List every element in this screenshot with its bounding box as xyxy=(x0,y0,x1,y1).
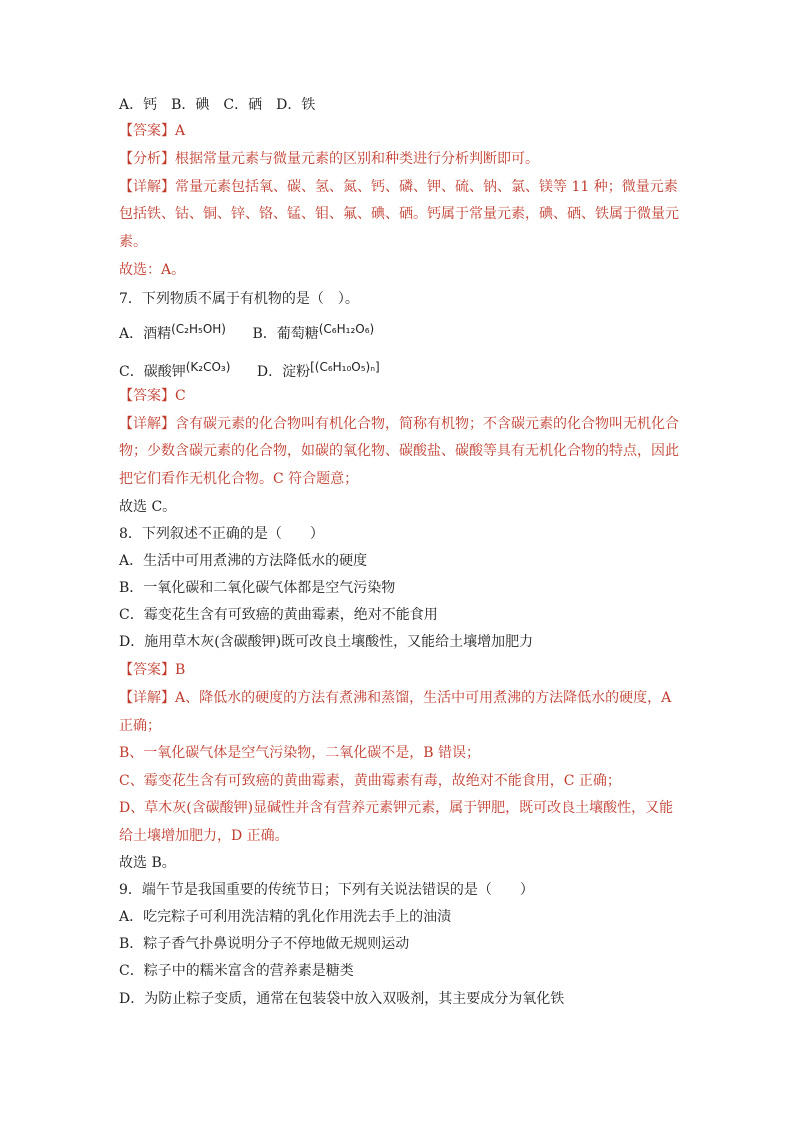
text-line-l3: 【分析】根据常量元素与微量元素的区别和种类进行分析判断即可。 xyxy=(119,151,539,167)
q7-options-row-1 xyxy=(119,319,374,344)
q7-option-a xyxy=(119,319,226,344)
text-line-l17: A．生活中可用煮沸的方法降低水的硬度 xyxy=(119,553,368,569)
text-line-l12: 【详解】含有碳元素的化合物叫有机化合物，简称有机物；不含碳元素的化合物叫无机化合 xyxy=(119,416,679,432)
text-line-l33: D．为防止粽子变质，通常在包装袋中放入双吸剂，其主要成分为氧化铁 xyxy=(119,991,565,1007)
text-line-l7: 故选：A。 xyxy=(119,262,186,278)
text-line-l24: B、一氧化碳气体是空气污染物，二氧化碳不是，B 错误； xyxy=(119,745,481,761)
q7-option-b xyxy=(252,319,374,344)
q7-option-c-label: C．碳酸钾 xyxy=(119,364,186,380)
text-line-l27: 给土壤增加肥力，D 正确。 xyxy=(119,828,289,844)
text-line-l28: 故选 B。 xyxy=(119,855,176,871)
q7-option-c-formula: (K₂CO₃) xyxy=(185,360,231,374)
text-line-l20: D．施用草木灰(含碳酸钾)既可改良土壤酸性，又能给土壤增加肥力 xyxy=(119,634,534,650)
q7-option-a-label: A．酒精 xyxy=(119,326,172,342)
text-line-l16: 8．下列叙述不正确的是（ ） xyxy=(119,526,324,542)
text-line-l19: C．霉变花生含有可致癌的黄曲霉素，绝对不能食用 xyxy=(119,607,438,623)
text-line-l22: 【详解】A、降低水的硬度的方法有煮沸和蒸馏，生活中可用煮沸的方法降低水的硬度，A xyxy=(119,690,672,706)
text-line-l2: 【答案】A xyxy=(119,123,186,139)
text-line-l6: 素。 xyxy=(119,234,147,250)
text-line-l32: C．粽子中的糯米富含的营养素是糖类 xyxy=(119,963,354,979)
text-line-l25: C、霉变花生含有可致癌的黄曲霉素，黄曲霉素有毒，故绝对不能食用，C 正确； xyxy=(119,773,621,789)
q7-option-d xyxy=(257,357,380,382)
q7-option-d-label: D．淀粉 xyxy=(256,364,311,380)
text-line-l15: 故选 C。 xyxy=(119,499,177,515)
text-line-l23: 正确； xyxy=(119,718,161,734)
text-line-l13: 物；少数含碳元素的化合物，如碳的氧化物、碳酸盐、碳酸等具有无机化合物的特点，因此 xyxy=(119,443,679,459)
text-line-l29: 9．端午节是我国重要的传统节日；下列有关说法错误的是（ ） xyxy=(119,882,534,898)
text-line-l1: A．钙 B．碘 C．硒 D．铁 xyxy=(119,97,316,113)
text-line-l30: A．吃完粽子可利用洗洁精的乳化作用洗去手上的油渍 xyxy=(119,909,452,925)
q7-options-row-2 xyxy=(119,357,380,382)
q7-option-b-label: B．葡萄糖 xyxy=(252,326,319,342)
text-line-l21: 【答案】B xyxy=(119,662,186,678)
text-line-l11: 【答案】C xyxy=(119,388,186,404)
text-line-l18: B．一氧化碳和二氧化碳气体都是空气污染物 xyxy=(119,580,396,596)
text-line-l31: B．粽子香气扑鼻说明分子不停地做无规则运动 xyxy=(119,936,410,952)
text-line-l8: 7．下列物质不属于有机物的是（ ）。 xyxy=(119,291,359,307)
q7-option-b-formula: (C₆H₁₂O₆) xyxy=(318,322,375,336)
text-line-l26: D、草木灰(含碳酸钾)显碱性并含有营养元素钾元素，属于钾肥，既可改良土壤酸性，又能 xyxy=(119,800,674,816)
q7-option-d-formula: [(C₆H₁₀O₅)ₙ] xyxy=(310,360,380,374)
q7-option-a-formula: (C₂H₅OH) xyxy=(171,322,226,336)
text-line-l5: 包括铁、钴、铜、锌、铬、锰、钼、氟、碘、硒。钙属于常量元素，碘、硒、铁属于微量元 xyxy=(119,206,679,222)
text-line-l4: 【详解】常量元素包括氧、碳、氢、氮、钙、磷、钾、硫、钠、氯、镁等 11 种；微量元素 xyxy=(119,179,678,195)
q7-option-c xyxy=(119,357,230,382)
text-line-l14: 把它们看作无机化合物。C 符合题意； xyxy=(119,471,359,487)
